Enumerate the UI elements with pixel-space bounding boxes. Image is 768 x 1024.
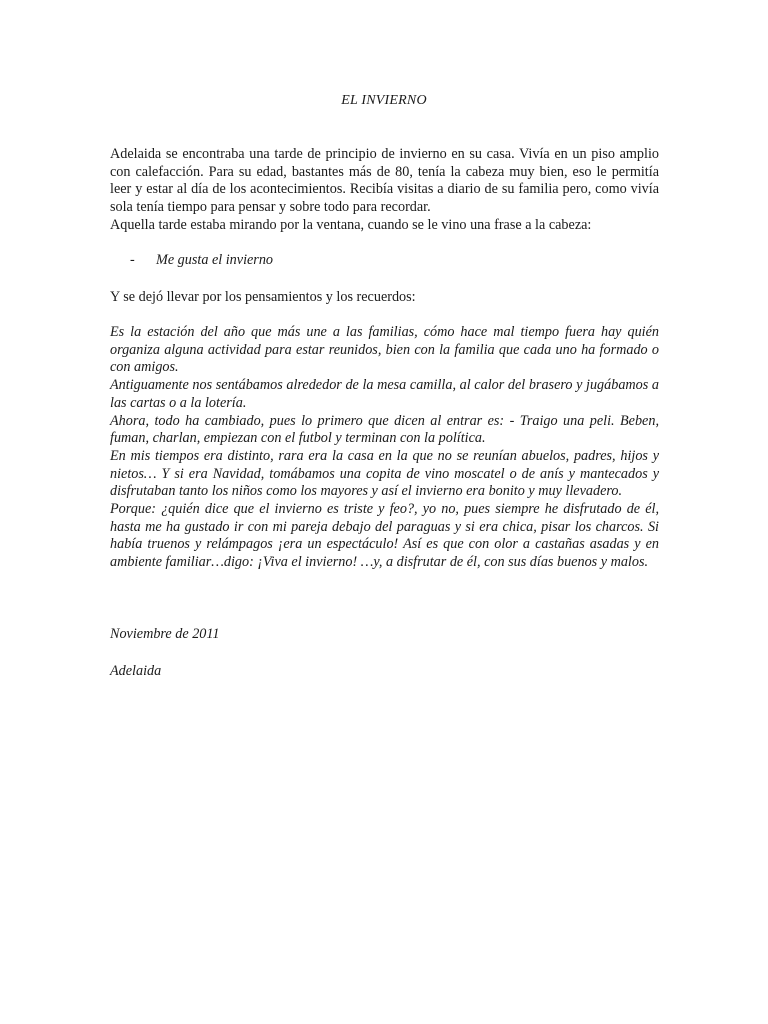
intro-text: Adelaida se encontraba una tarde de principio de invierno en su casa. Vivía en un piso amplio con calefacción. Para su edad, bastantes más de 80, tenía la cabeza muy bien, eso le permitía leer y estar al día de los acontecimientos. Recibía visitas a diario de su familia pero, como vivía sola tenía tiempo para pensar y sobre todo para recordar. [110,146,659,216]
document-title: EL INVIERNO [341,93,427,108]
bullet-marker: - [130,252,135,268]
memory-section [110,324,659,572]
intro-paragraph [110,146,659,235]
memory-paragraph: Antiguamente nos sentábamos alrededor de la mesa camilla, al calor del brasero y jugábamos a las cartas o a la lotería. [110,377,659,411]
signature: Adelaida [110,663,162,679]
memory-paragraph: Ahora, todo ha cambiado, pues lo primero que dicen al entrar es: - Traigo una peli. Beben, fuman, charlan, empiezan con el futbol y terminan con la política. [110,412,659,447]
memory-paragraph: Es la estación del año que más une a las familias, cómo hace mal tiempo fuera hay quién organiza alguna actividad para estar reunidos, bien con la familia que cada uno ha formado o con amigos. [110,324,659,376]
document-date: Noviembre de 2011 [110,626,220,642]
intro-last-line: Aquella tarde estaba mirando por la ventana, cuando se le vino una frase a la cabeza: [110,216,592,233]
memory-paragraph: En mis tiempos era distinto, rara era la casa en la que no se reunían abuelos, padres, hijos y nietos… Y si era Navidad, tomábamos una copita de vino moscatel o de anís y mantecados y disfrutaban tanto los niños como los mayores y así el invierno era bonito y muy llevadero. [110,447,659,500]
bullet-item [130,252,273,270]
memory-paragraph: Porque: ¿quién dice que el invierno es triste y feo?, yo no, pues siempre he disfrutado de él, hasta me ha gustado ir con mi pareja debajo del paraguas y si era chica, pisar los charcos. Si había truenos y relámpagos ¡era un espectáculo! Así es que con olor a castañas asadas y en ambiente familiar…digo: ¡Viva el invierno! …y, a disfrutar de él, con sus días buenos y malos. [110,501,659,571]
bullet-text: Me gusta el invierno [156,252,274,268]
transition-paragraph: Y se dejó llevar por los pensamientos y los recuerdos: [110,289,416,305]
